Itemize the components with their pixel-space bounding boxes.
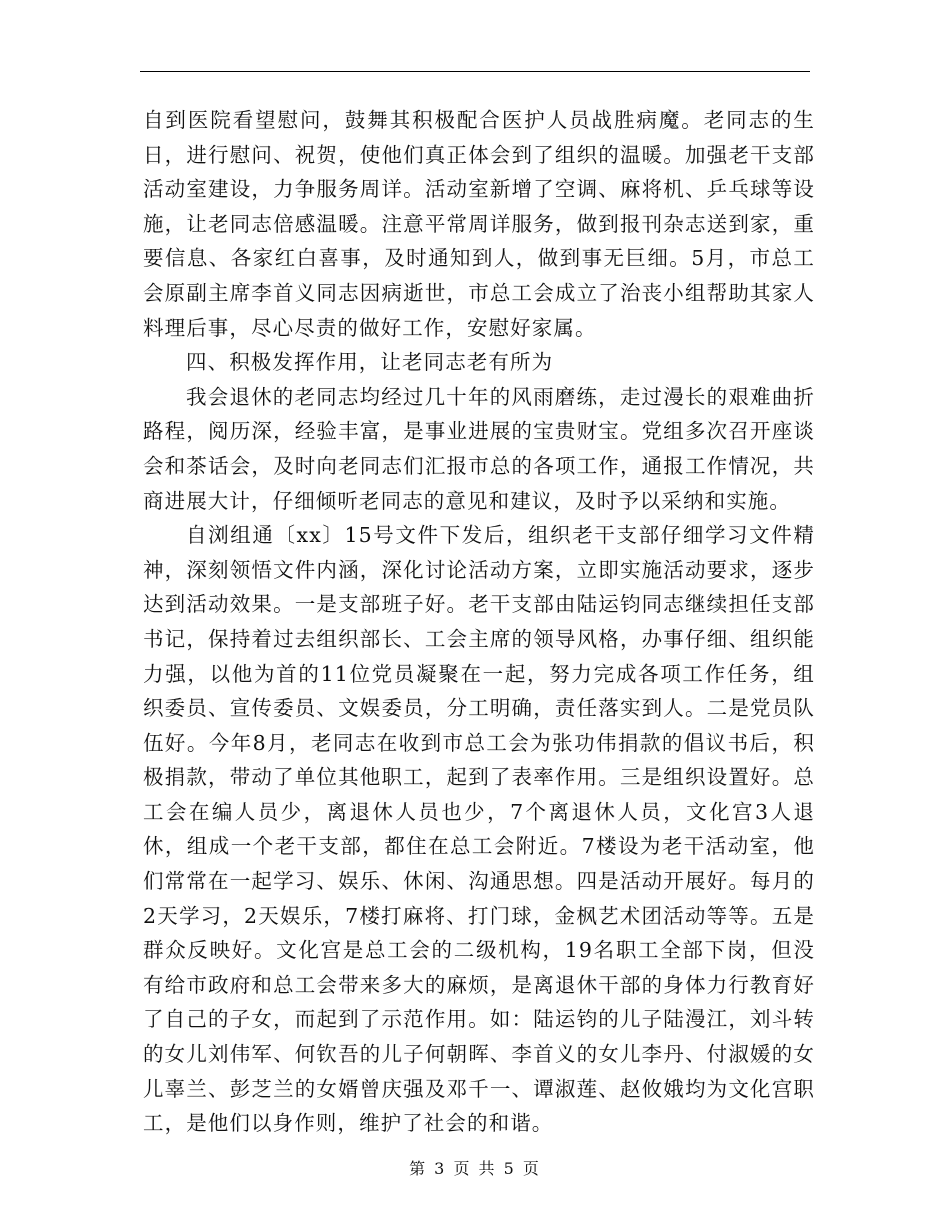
- section-heading: 四、积极发挥作用，让老同志老有所为: [186, 350, 554, 375]
- paragraph-1: 自到医院看望慰问，鼓舞其积极配合医护人员战胜病魔。老同志的生日，进行慰问、祝贺，使他们真正体会到了组织的温暖。加强老干支部活动室建设，力争服务周详。活动室新增了空调、麻将机、乒乓球等设施，让老同志倍感温暖。注意平常周详服务，做到报刊杂志送到家，重要信息、各家红白喜事，及时通知到人，做到事无巨细。5月，市总工会原副主席李首义同志因病逝世，市总工会成立了治丧小组帮助其家人料理后事，尽心尽责的做好工作，安慰好家属。: [143, 108, 815, 340]
- paragraph-3: 我会退休的老同志均经过几十年的风雨磨练，走过漫长的艰难曲折路程，阅历深，经验丰富，是事业进展的宝贵财宝。党组多次召开座谈会和茶话会，及时向老同志们汇报市总的各项工作，通报工作情况，共商进展大计，仔细倾听老同志的意见和建议，及时予以采纳和实施。: [143, 384, 815, 513]
- page-footer: 第 3 页 共 5 页: [409, 1159, 541, 1178]
- header-rule: [140, 71, 810, 72]
- document-body: [143, 103, 815, 1141]
- paragraph-4: 自浏组通〔xx〕15号文件下发后，组织老干支部仔细学习文件精神，深刻领悟文件内涵，深化讨论活动方案，立即实施活动要求，逐步达到活动效果。一是支部班子好。老干支部由陆运钧同志继续担任支部书记，保持着过去组织部长、工会主席的领导风格，办事仔细、组织能力强，以他为首的11位党员凝聚在一起，努力完成各项工作任务，组织委员、宣传委员、文娱委员，分工明确，责任落实到人。二是党员队伍好。今年8月，老同志在收到市总工会为张功伟捐款的倡议书后，积极捐款，带动了单位其他职工，起到了表率作用。三是组织设置好。总工会在编人员少，离退休人员也少，7个离退休人员，文化宫3人退休，组成一个老干支部，都住在总工会附近。7楼设为老干活动室，他们常常在一起学习、娱乐、休闲、沟通思想。四是活动开展好。每月的2天学习，2天娱乐，7楼打麻将、打门球，金枫艺术团活动等等。五是群众反映好。文化宫是总工会的二级机构，19名职工全部下岗，但没有给市政府和总工会带来多大的麻烦，是离退休干部的身体力行教育好了自己的子女，而起到了示范作用。如：陆运钧的儿子陆漫江，刘斗转的女儿刘伟军、何钦吾的儿子何朝晖、李首义的女儿李丹、付淑媛的女儿辜兰、彭芝兰的女婿曾庆强及邓千一、谭淑莲、赵攸娥均为文化宫职工，是他们以身作则，维护了社会的和谐。: [143, 523, 815, 1136]
